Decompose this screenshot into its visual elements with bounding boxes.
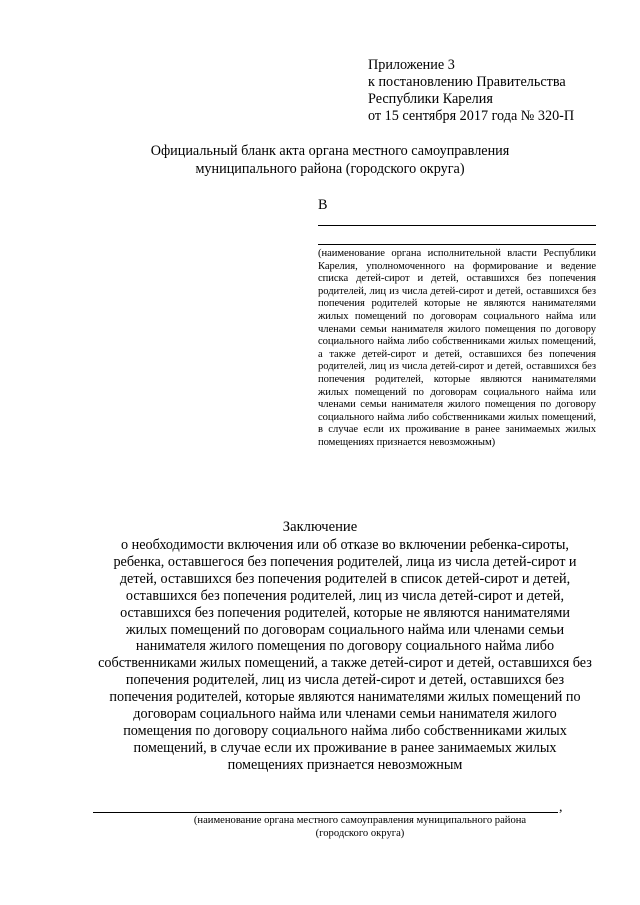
- appendix-header: [368, 57, 630, 125]
- issuer-caption-line-2: (городского округа): [315, 828, 405, 839]
- appendix-line-4: от 15 сентября 2017 года № 320-П: [368, 108, 575, 124]
- issuer-comma: ,: [559, 800, 563, 815]
- recipient-note: (наименование органа исполнительной власти Республики Карелия, уполномоченного на формирование и ведение списка детей-сирот и детей, оставшихся без попечения родителей, лиц из числа детей-сирот и детей, оставшихся без попечения родителей которые не являются нанимателями жилых помещений по договорам социального найма или членами семьи нанимателя жилого помещения по договору социального найма либо собственниками жилых помещений, а также детей-сирот и детей, оставшихся без попечения родителей, лиц из числа детей-сирот и детей, оставшихся без попечения родителей, которые являются нанимателями жилых помещений по договорам социального найма или членами семьи нанимателя жилого помещения по договору социального найма либо собственниками жилых помещений, в случае если их проживание в ранее занимаемых жилых помещениях признается невозможным): [318, 248, 596, 448]
- recipient-prefix: В: [318, 197, 328, 213]
- conclusion-heading: Заключение: [282, 519, 358, 535]
- recipient-fill-line-2: [318, 244, 596, 245]
- blank-title: [60, 142, 600, 178]
- appendix-line-3: Республики Карелия: [368, 91, 493, 107]
- appendix-line-2: к постановлению Правительства: [368, 74, 566, 90]
- recipient-block: [318, 196, 596, 450]
- issuer-fill-line: [93, 800, 558, 813]
- issuer-caption: [150, 814, 570, 840]
- appendix-line-1: Приложение 3: [368, 57, 455, 73]
- blank-title-line-1: Официальный бланк акта органа местного самоуправления: [150, 143, 510, 159]
- issuer-caption-line-1: (наименование органа местного самоуправления муниципального района: [193, 815, 527, 826]
- recipient-fill-line-1: [318, 225, 596, 226]
- blank-title-line-2: муниципального района (городского округа): [195, 161, 465, 177]
- conclusion-body: о необходимости включения или об отказе во включении ребенка-сироты, ребенка, оставшегося без попечения родителей, лица из числа детей-сирот и детей, оставшихся без попечения родителей в список детей-сирот и детей, оставшихся без попечения родителей, лиц из числа детей-сирот и детей, оставшихся без попечения родителей, которые не являются нанимателями жилых помещений по договорам социального найма или членами семьи нанимателя жилого помещения по договору социального найма либо собственниками жилых помещений, а также детей-сирот и детей, оставшихся без попечения родителей, лиц из числа детей-сирот и детей, оставшихся без попечения родителей, которые являются нанимателями жилых помещений по договорам социального найма или членами семьи нанимателя жилого помещения по договору социального найма либо собственниками жилых помещений, в случае если их проживание в ранее занимаемых жилых помещениях признается невозможным: [98, 537, 592, 773]
